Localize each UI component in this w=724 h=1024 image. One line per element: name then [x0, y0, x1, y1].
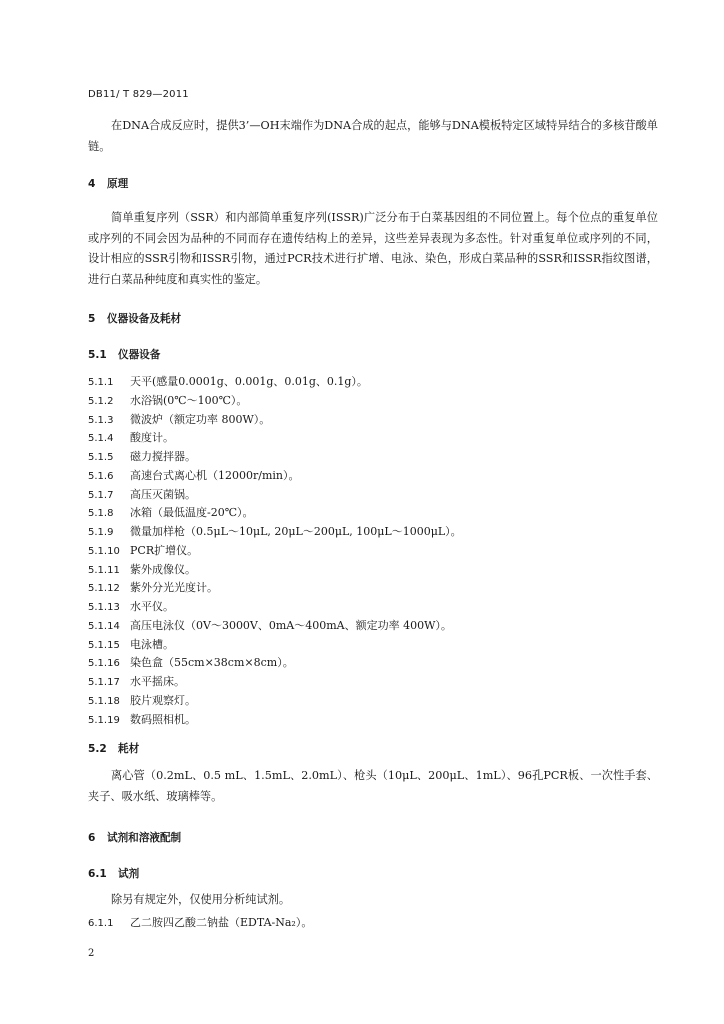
item-text: PCR扩增仪。 [130, 543, 199, 557]
section-5-number: 5 [88, 313, 96, 325]
item-number: 5.1.17 [88, 677, 120, 688]
item-text: 胶片观察灯。 [130, 693, 196, 707]
item-text: 电泳槽。 [130, 637, 174, 651]
list-item [88, 561, 462, 580]
list-item [88, 711, 462, 730]
list-item [88, 579, 462, 598]
section-4-title: 原理 [107, 178, 129, 190]
intro-paragraph: 在DNA合成反应时，提供3’—OH末端作为DNA合成的起点，能够与DNA模板特定区域特异结合的多核苷酸单链。 [88, 119, 658, 153]
section-6-1-heading [88, 866, 139, 881]
item-text: 乙二胺四乙酸二钠盐（EDTA-Na₂）。 [130, 916, 313, 929]
item-text: 天平(感量0.0001g、0.001g、0.01g、0.1g）。 [130, 375, 368, 388]
list-item [88, 542, 462, 561]
list-item [88, 504, 462, 523]
item-number: 5.1.8 [88, 508, 114, 520]
equipment-list [88, 373, 462, 729]
item-number: 5.1.18 [88, 695, 120, 707]
item-number: 5.1.19 [88, 714, 120, 726]
item-number: 5.1.9 [88, 527, 114, 538]
list-item [88, 617, 462, 636]
list-item [88, 392, 462, 411]
item-number: 5.1.16 [88, 658, 120, 670]
item-text: 水平仪。 [130, 600, 174, 613]
list-item [88, 411, 462, 430]
document-code-header: DB11/ T 829—2011 [88, 89, 189, 100]
list-item [88, 448, 462, 467]
item-number: 5.1.14 [88, 620, 120, 632]
section-6-1-body: 除另有规定外，仅使用分析纯试剂。 [111, 893, 291, 906]
item-text: 酸度计。 [130, 431, 174, 445]
item-number: 6.1.1 [88, 918, 114, 929]
item-number: 5.1.15 [88, 639, 120, 651]
section-5-2-body: 离心管（0.2mL、0.5 mL、1.5mL、2.0mL）、枪头（10μL、200μL、1mL）、96孔PCR板、一次性手套、夹子、吸水纸、玻璃棒等。 [88, 769, 658, 803]
section-6-1-number: 6.1 [88, 868, 107, 880]
section-6-number: 6 [88, 832, 96, 844]
section-4-heading [88, 176, 128, 191]
list-item [88, 373, 462, 392]
item-number: 5.1.7 [88, 489, 114, 501]
item-text: 水平摇床。 [130, 675, 185, 688]
list-item [88, 636, 462, 655]
reagent-item [88, 914, 312, 930]
section-6-title: 试剂和溶液配制 [107, 832, 182, 844]
item-text: 高压灭菌锅。 [130, 487, 196, 501]
item-text: 紫外分光光度计。 [130, 581, 218, 595]
list-item [88, 429, 462, 448]
item-text: 高速台式离心机（12000r/min）。 [130, 468, 300, 482]
section-5-1-title: 仪器设备 [118, 349, 161, 361]
item-number: 5.1.13 [88, 602, 120, 613]
list-item [88, 673, 462, 692]
list-item [88, 654, 462, 673]
item-number: 5.1.10 [88, 545, 120, 557]
list-item [88, 598, 462, 617]
item-text: 微波炉（额定功率 800W）。 [130, 412, 271, 426]
list-item [88, 692, 462, 711]
list-item [88, 467, 462, 486]
item-number: 5.1.3 [88, 414, 114, 426]
item-text: 数码照相机。 [130, 712, 196, 726]
item-number: 5.1.1 [88, 377, 114, 388]
section-5-2-heading [88, 741, 139, 756]
item-text: 水浴锅(0℃～100℃）。 [130, 393, 248, 407]
item-number: 5.1.12 [88, 583, 120, 595]
item-text: 紫外成像仪。 [130, 562, 196, 576]
item-number: 5.1.2 [88, 395, 114, 407]
item-text: 冰箱（最低温度-20℃）。 [130, 506, 254, 520]
list-item [88, 523, 462, 542]
section-5-1-number: 5.1 [88, 349, 107, 361]
item-number: 5.1.11 [88, 564, 120, 576]
item-text: 微量加样枪（0.5μL～10μL, 20μL～200μL, 100μL～1000μL）。 [130, 525, 462, 538]
section-5-1-heading [88, 347, 160, 362]
item-number: 5.1.4 [88, 433, 114, 445]
section-5-2-title: 耗材 [118, 743, 140, 755]
section-5-heading [88, 311, 181, 326]
item-number: 5.1.5 [88, 452, 114, 463]
item-text: 高压电泳仪（0V～3000V、0mA～400mA、额定功率 400W）。 [130, 618, 452, 632]
page-number: 2 [88, 948, 95, 959]
section-5-2-number: 5.2 [88, 743, 107, 755]
item-text: 磁力搅拌器。 [130, 450, 196, 463]
section-6-heading [88, 830, 181, 845]
section-6-1-title: 试剂 [118, 868, 140, 880]
item-number: 5.1.6 [88, 470, 114, 482]
list-item [88, 486, 462, 505]
section-5-title: 仪器设备及耗材 [107, 313, 182, 325]
item-text: 染色盒（55cm×38cm×8cm）。 [130, 656, 294, 670]
section-4-body: 简单重复序列（SSR）和内部简单重复序列(ISSR)广泛分布于白菜基因组的不同位置上。每个位点的重复单位或序列的不同会因为品种的不同而存在遗传结构上的差异，这些差异表现为多态性。针对重复单位或序列的不同，设计相应的SSR引物和ISSR引物，通过PCR技术进行扩增、电泳、染色，形成白菜品种的SSR和ISSR指纹图谱，进行白菜品种纯度和真实性的鉴定。 [88, 211, 658, 286]
section-4-number: 4 [88, 178, 96, 190]
